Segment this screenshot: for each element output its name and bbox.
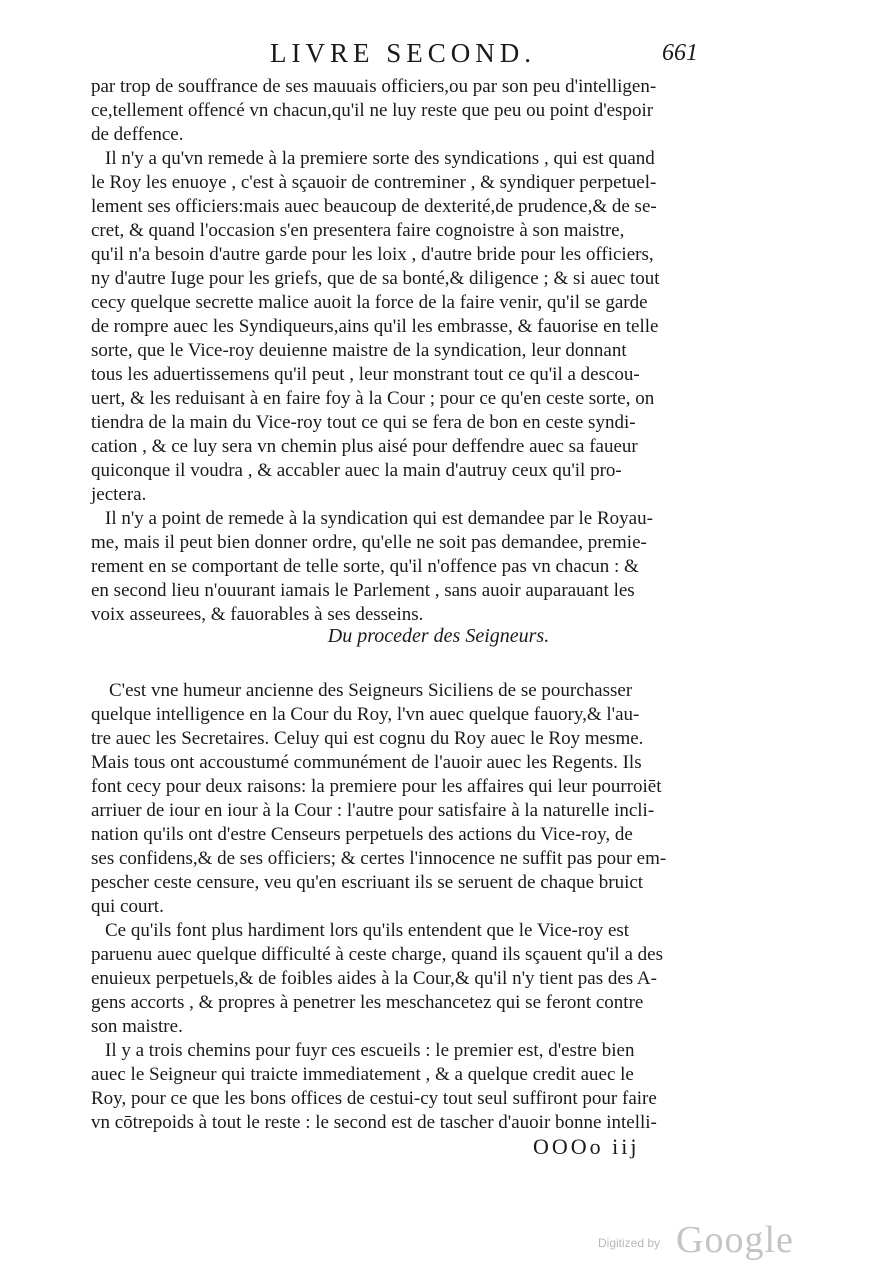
google-logo: Google	[676, 1219, 794, 1261]
text-line: le Roy les enuoye , c'est à sçauoir de contreminer , & syndiquer perpetuel-	[91, 172, 657, 193]
text-line: arriuer de iour en iour à la Cour : l'autre pour satisfaire à la naturelle incli-	[91, 800, 655, 821]
text-line: uert, & les reduisant à en faire foy à la Cour ; pour ce qu'en ceste sorte, on	[91, 388, 655, 409]
text-line: pescher ceste censure, veu qu'en escriuant ils se seruent de chaque bruict	[91, 872, 644, 893]
text-line: nation qu'ils ont d'estre Censeurs perpetuels des actions du Vice-roy, de	[91, 824, 633, 845]
text-line: ce,tellement offencé vn chacun,qu'il ne luy reste que peu ou point d'espoir	[91, 100, 654, 121]
text-line: enuieux perpetuels,& de foibles aides à la Cour,& qu'il n'y tient pas des A-	[91, 968, 657, 989]
text-line: quiconque il voudra , & accabler auec la main d'autruy ceux qu'il pro-	[91, 460, 622, 481]
text-line: voix asseurees, & fauorables à ses desseins.	[91, 604, 424, 625]
text-line: en second lieu n'ouurant iamais le Parlement , sans auoir auparauant les	[91, 580, 635, 601]
text-line: Il n'y a point de remede à la syndication qui est demandee par le Royau-	[105, 508, 653, 529]
running-title: LIVRE SECOND.	[270, 38, 536, 68]
text-line: lement ses officiers:mais auec beaucoup de dexterité,de prudence,& de se-	[91, 196, 657, 217]
text-line: C'est vne humeur ancienne des Seigneurs Siciliens de se pourchasser	[109, 680, 633, 701]
text-line: ny d'autre Iuge pour les griefs, que de sa bonté,& diligence ; & si auec tout	[91, 268, 660, 289]
text-line: font cecy pour deux raisons: la premiere pour les affaires qui leur pourroiēt	[91, 776, 662, 797]
text-line: tous les aduertissemens qu'il peut , leur monstrant tout ce qu'il a descou-	[91, 364, 640, 385]
page-header	[0, 38, 877, 72]
text-line: jectera.	[91, 484, 147, 505]
google-watermark	[598, 1218, 798, 1262]
text-line: Il n'y a qu'vn remede à la premiere sorte des syndications , qui est quand	[105, 148, 655, 169]
digitized-by-label: Digitized by	[598, 1236, 661, 1250]
page-number: 661	[662, 40, 698, 66]
text-line: Mais tous ont accoustumé communément de l'auoir auec les Regents. Ils	[91, 752, 642, 773]
text-line: Il y a trois chemins pour fuyr ces escueils : le premier est, d'estre bien	[105, 1040, 635, 1061]
text-line: cation , & ce luy sera vn chemin plus aisé pour deffendre auec sa faueur	[91, 436, 638, 457]
text-line: gens accorts , & propres à penetrer les meschancetez qui se feront contre	[91, 992, 644, 1013]
text-line: sorte, que le Vice-roy deuienne maistre de la syndication, leur donnant	[91, 340, 627, 361]
text-line: auec le Seigneur qui traicte immediatement , & a quelque credit auec le	[91, 1064, 634, 1085]
text-line: tiendra de la main du Vice-roy tout ce qui se fera de bon en ceste syndi-	[91, 412, 636, 433]
signature-mark: OOOo iij	[533, 1134, 640, 1159]
text-line: qui court.	[91, 896, 164, 917]
text-line: paruenu auec quelque difficulté à ceste charge, quand ils sçauent qu'il a des	[91, 944, 663, 965]
section-title: Du proceder des Seigneurs.	[327, 625, 550, 647]
text-line: quelque intelligence en la Cour du Roy, l'vn auec quelque fauory,& l'au-	[91, 704, 640, 725]
text-line: Ce qu'ils font plus hardiment lors qu'ils entendent que le Vice-roy est	[105, 920, 630, 941]
text-line: son maistre.	[91, 1016, 183, 1037]
text-line: Roy, pour ce que les bons offices de cestui-cy tout seul suffiront pour faire	[91, 1088, 657, 1109]
text-line: rement en se comportant de telle sorte, qu'il n'offence pas vn chacun : &	[91, 556, 639, 577]
text-line: de rompre auec les Syndiqueurs,ains qu'il les embrasse, & fauorise en telle	[91, 316, 659, 337]
text-line: qu'il n'a besoin d'autre garde pour les loix , d'autre bride pour les officiers,	[91, 244, 654, 265]
text-line: par trop de souffrance de ses mauuais officiers,ou par son peu d'intelligen-	[91, 76, 657, 97]
text-line: cret, & quand l'occasion s'en presentera faire cognoistre à son maistre,	[91, 220, 625, 241]
text-line: vn cōtrepoids à tout le reste : le second est de tascher d'auoir bonne intelli-	[91, 1112, 657, 1133]
text-line: tre auec les Secretaires. Celuy qui est cognu du Roy auec le Roy mesme.	[91, 728, 644, 749]
text-line: de deffence.	[91, 124, 184, 145]
text-line: ses confidens,& de ses officiers; & certes l'innocence ne suffit pas pour em-	[91, 848, 667, 869]
text-line: cecy quelque secrette malice auoit la force de la faire venir, qu'il se garde	[91, 292, 648, 313]
text-line: me, mais il peut bien donner ordre, qu'elle ne soit pas demandee, premie-	[91, 532, 647, 553]
